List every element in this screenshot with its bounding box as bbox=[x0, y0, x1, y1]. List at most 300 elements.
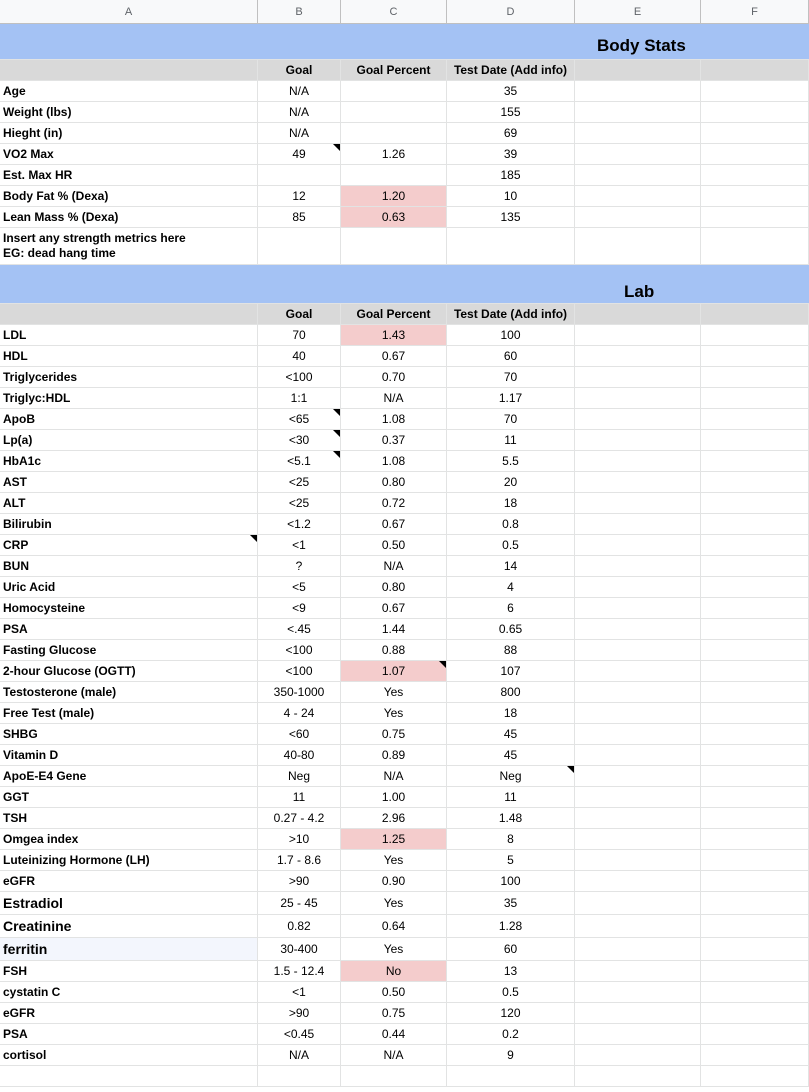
goal-cell[interactable]: 0.82 bbox=[258, 915, 341, 937]
cell[interactable] bbox=[575, 409, 701, 429]
goal-percent-cell[interactable]: 1.07 bbox=[341, 661, 447, 681]
cell[interactable] bbox=[701, 207, 809, 227]
row-label[interactable]: Weight (lbs) bbox=[0, 102, 258, 122]
goal-cell[interactable]: <5.1 bbox=[258, 451, 341, 471]
table-row bbox=[0, 367, 809, 388]
goal-cell[interactable]: 70 bbox=[258, 325, 341, 345]
goal-percent-cell[interactable]: 0.50 bbox=[341, 535, 447, 555]
cell[interactable] bbox=[575, 514, 701, 534]
test-value-cell[interactable]: 5.5 bbox=[447, 451, 575, 471]
goal-cell[interactable]: 49 bbox=[258, 144, 341, 164]
cell[interactable] bbox=[575, 745, 701, 765]
cell[interactable] bbox=[701, 556, 809, 576]
goal-percent-cell[interactable]: 0.90 bbox=[341, 871, 447, 891]
goal-cell[interactable]: <1.2 bbox=[258, 514, 341, 534]
cell[interactable] bbox=[701, 472, 809, 492]
goal-percent-cell[interactable]: 1.26 bbox=[341, 144, 447, 164]
cell[interactable] bbox=[701, 228, 809, 264]
row-label[interactable]: Hieght (in) bbox=[0, 123, 258, 143]
cell[interactable] bbox=[575, 430, 701, 450]
test-value-cell[interactable]: 185 bbox=[447, 165, 575, 185]
test-value-cell[interactable]: 45 bbox=[447, 724, 575, 744]
goal-percent-cell[interactable] bbox=[341, 165, 447, 185]
cell[interactable] bbox=[701, 60, 809, 80]
cell[interactable] bbox=[575, 325, 701, 345]
cell[interactable] bbox=[575, 102, 701, 122]
table-row bbox=[0, 892, 809, 915]
goal-percent-cell[interactable]: N/A bbox=[341, 1045, 447, 1065]
goal-cell[interactable]: Neg bbox=[258, 766, 341, 786]
cell[interactable] bbox=[701, 493, 809, 513]
goal-cell[interactable]: N/A bbox=[258, 123, 341, 143]
cell[interactable] bbox=[575, 850, 701, 870]
cell[interactable] bbox=[701, 961, 809, 981]
cell[interactable] bbox=[575, 703, 701, 723]
goal-percent-cell[interactable]: No bbox=[341, 961, 447, 981]
row-label[interactable]: HbA1c bbox=[0, 451, 258, 471]
cell[interactable] bbox=[0, 1066, 258, 1086]
goal-cell[interactable]: <1 bbox=[258, 535, 341, 555]
cell[interactable] bbox=[575, 871, 701, 891]
cell[interactable] bbox=[701, 514, 809, 534]
table-row bbox=[0, 472, 809, 493]
goal-percent-cell[interactable]: 0.67 bbox=[341, 598, 447, 618]
goal-cell[interactable]: 0.27 - 4.2 bbox=[258, 808, 341, 828]
row-label[interactable]: Lp(a) bbox=[0, 430, 258, 450]
cell[interactable] bbox=[575, 982, 701, 1002]
cell[interactable] bbox=[701, 787, 809, 807]
test-value-cell[interactable]: 39 bbox=[447, 144, 575, 164]
test-value-cell[interactable]: 60 bbox=[447, 938, 575, 960]
goal-header[interactable]: Goal bbox=[258, 304, 341, 324]
goal-cell[interactable]: <0.45 bbox=[258, 1024, 341, 1044]
cell[interactable] bbox=[575, 1024, 701, 1044]
goal-cell[interactable]: 11 bbox=[258, 787, 341, 807]
cell[interactable] bbox=[575, 144, 701, 164]
table-row bbox=[0, 144, 809, 165]
row-label[interactable]: Lean Mass % (Dexa) bbox=[0, 207, 258, 227]
cell[interactable] bbox=[701, 451, 809, 471]
goal-percent-cell[interactable]: 1.08 bbox=[341, 451, 447, 471]
row-label[interactable]: Omgea index bbox=[0, 829, 258, 849]
goal-percent-cell[interactable]: 0.72 bbox=[341, 493, 447, 513]
goal-cell[interactable]: N/A bbox=[258, 102, 341, 122]
goal-cell[interactable]: ? bbox=[258, 556, 341, 576]
row-label[interactable]: Luteinizing Hormone (LH) bbox=[0, 850, 258, 870]
row-label[interactable]: Fasting Glucose bbox=[0, 640, 258, 660]
row-label[interactable]: ApoE-E4 Gene bbox=[0, 766, 258, 786]
goal-percent-cell[interactable]: 0.80 bbox=[341, 472, 447, 492]
goal-percent-cell[interactable]: 2.96 bbox=[341, 808, 447, 828]
row-label[interactable]: FSH bbox=[0, 961, 258, 981]
test-value-cell[interactable]: 69 bbox=[447, 123, 575, 143]
test-value-cell[interactable]: 107 bbox=[447, 661, 575, 681]
cell[interactable] bbox=[701, 682, 809, 702]
goal-cell[interactable]: 350-1000 bbox=[258, 682, 341, 702]
goal-cell[interactable]: <1 bbox=[258, 982, 341, 1002]
cell[interactable] bbox=[701, 144, 809, 164]
cell[interactable] bbox=[575, 961, 701, 981]
goal-percent-cell[interactable]: 1.00 bbox=[341, 787, 447, 807]
cell[interactable] bbox=[701, 367, 809, 387]
body-stats-banner[interactable] bbox=[0, 24, 809, 60]
goal-percent-cell[interactable]: Yes bbox=[341, 703, 447, 723]
goal-percent-cell[interactable]: 1.44 bbox=[341, 619, 447, 639]
cell[interactable] bbox=[701, 850, 809, 870]
row-label[interactable]: SHBG bbox=[0, 724, 258, 744]
row-label[interactable]: Bilirubin bbox=[0, 514, 258, 534]
goal-cell[interactable]: 1.5 - 12.4 bbox=[258, 961, 341, 981]
row-label[interactable]: Est. Max HR bbox=[0, 165, 258, 185]
cell[interactable] bbox=[701, 577, 809, 597]
cell[interactable] bbox=[575, 346, 701, 366]
cell[interactable] bbox=[575, 1045, 701, 1065]
table-row bbox=[0, 850, 809, 871]
test-value-cell[interactable]: 35 bbox=[447, 81, 575, 101]
test-value-cell[interactable]: 35 bbox=[447, 892, 575, 914]
cell[interactable] bbox=[701, 640, 809, 660]
cell[interactable] bbox=[575, 81, 701, 101]
cell[interactable] bbox=[701, 123, 809, 143]
goal-percent-cell[interactable]: 0.63 bbox=[341, 207, 447, 227]
cell[interactable] bbox=[575, 661, 701, 681]
goal-percent-header[interactable]: Goal Percent bbox=[341, 304, 447, 324]
cell[interactable] bbox=[701, 1024, 809, 1044]
cell[interactable] bbox=[575, 892, 701, 914]
cell[interactable] bbox=[701, 102, 809, 122]
test-value-cell[interactable]: 88 bbox=[447, 640, 575, 660]
row-label[interactable]: LDL bbox=[0, 325, 258, 345]
cell[interactable] bbox=[701, 598, 809, 618]
goal-cell[interactable]: 1.7 - 8.6 bbox=[258, 850, 341, 870]
cell[interactable] bbox=[701, 1003, 809, 1023]
cell[interactable] bbox=[575, 556, 701, 576]
row-label[interactable]: Body Fat % (Dexa) bbox=[0, 186, 258, 206]
goal-cell[interactable]: N/A bbox=[258, 81, 341, 101]
cell[interactable] bbox=[701, 304, 809, 324]
goal-cell[interactable]: 85 bbox=[258, 207, 341, 227]
goal-percent-cell[interactable]: Yes bbox=[341, 682, 447, 702]
goal-cell[interactable]: 30-400 bbox=[258, 938, 341, 960]
cell[interactable] bbox=[701, 186, 809, 206]
test-value-cell[interactable]: 9 bbox=[447, 1045, 575, 1065]
goal-cell[interactable]: >10 bbox=[258, 829, 341, 849]
goal-cell[interactable]: >90 bbox=[258, 871, 341, 891]
cell[interactable] bbox=[701, 745, 809, 765]
goal-percent-cell[interactable] bbox=[341, 81, 447, 101]
test-value-cell[interactable]: 0.2 bbox=[447, 1024, 575, 1044]
goal-cell[interactable]: >90 bbox=[258, 1003, 341, 1023]
table-row bbox=[0, 982, 809, 1003]
cell[interactable] bbox=[575, 787, 701, 807]
test-value-cell[interactable]: 1.48 bbox=[447, 808, 575, 828]
cell[interactable] bbox=[701, 808, 809, 828]
test-value-cell[interactable]: 4 bbox=[447, 577, 575, 597]
goal-percent-cell[interactable]: Yes bbox=[341, 850, 447, 870]
row-label[interactable]: VO2 Max bbox=[0, 144, 258, 164]
test-value-cell[interactable]: 800 bbox=[447, 682, 575, 702]
row-label[interactable]: Triglyc:HDL bbox=[0, 388, 258, 408]
cell[interactable] bbox=[701, 388, 809, 408]
cell[interactable] bbox=[701, 1066, 809, 1086]
test-value-cell[interactable]: 10 bbox=[447, 186, 575, 206]
cell[interactable] bbox=[701, 619, 809, 639]
table-row bbox=[0, 493, 809, 514]
goal-percent-cell[interactable]: 1.08 bbox=[341, 409, 447, 429]
goal-percent-cell[interactable]: N/A bbox=[341, 556, 447, 576]
goal-cell[interactable]: N/A bbox=[258, 1045, 341, 1065]
row-label[interactable]: Vitamin D bbox=[0, 745, 258, 765]
row-label[interactable]: Homocysteine bbox=[0, 598, 258, 618]
goal-percent-cell[interactable]: 0.50 bbox=[341, 982, 447, 1002]
cell[interactable] bbox=[258, 228, 341, 264]
cell[interactable] bbox=[575, 60, 701, 80]
table-row bbox=[0, 556, 809, 577]
cell[interactable] bbox=[575, 451, 701, 471]
cell[interactable] bbox=[575, 493, 701, 513]
goal-percent-header[interactable]: Goal Percent bbox=[341, 60, 447, 80]
cell[interactable] bbox=[575, 915, 701, 937]
cell[interactable] bbox=[341, 1066, 447, 1086]
cell[interactable] bbox=[575, 640, 701, 660]
cell[interactable] bbox=[575, 367, 701, 387]
row-label[interactable]: GGT bbox=[0, 787, 258, 807]
test-value-cell[interactable]: 6 bbox=[447, 598, 575, 618]
lab-banner[interactable] bbox=[0, 265, 809, 304]
row-label[interactable]: Triglycerides bbox=[0, 367, 258, 387]
goal-cell[interactable] bbox=[258, 165, 341, 185]
goal-cell[interactable]: 4 - 24 bbox=[258, 703, 341, 723]
row-label[interactable]: Free Test (male) bbox=[0, 703, 258, 723]
goal-cell[interactable]: <100 bbox=[258, 367, 341, 387]
test-value-cell[interactable]: 0.8 bbox=[447, 514, 575, 534]
cell[interactable] bbox=[575, 598, 701, 618]
cell[interactable] bbox=[258, 1066, 341, 1086]
row-label[interactable]: cystatin C bbox=[0, 982, 258, 1002]
goal-cell[interactable]: 40 bbox=[258, 346, 341, 366]
cell[interactable] bbox=[575, 388, 701, 408]
cell[interactable] bbox=[701, 1045, 809, 1065]
row-label[interactable]: HDL bbox=[0, 346, 258, 366]
test-value-cell[interactable]: 11 bbox=[447, 787, 575, 807]
test-value-cell[interactable]: 20 bbox=[447, 472, 575, 492]
cell[interactable] bbox=[701, 829, 809, 849]
test-value-cell[interactable]: 11 bbox=[447, 430, 575, 450]
cell[interactable] bbox=[575, 619, 701, 639]
row-label[interactable]: Age bbox=[0, 81, 258, 101]
goal-cell[interactable]: <.45 bbox=[258, 619, 341, 639]
goal-percent-cell[interactable]: 0.80 bbox=[341, 577, 447, 597]
column-header-a[interactable]: A bbox=[0, 0, 258, 23]
row-label[interactable]: eGFR bbox=[0, 1003, 258, 1023]
cell[interactable] bbox=[575, 1003, 701, 1023]
goal-percent-cell[interactable]: 1.25 bbox=[341, 829, 447, 849]
test-value-cell[interactable]: 70 bbox=[447, 367, 575, 387]
row-label[interactable]: CRP bbox=[0, 535, 258, 555]
cell[interactable] bbox=[701, 982, 809, 1002]
table-row bbox=[0, 207, 809, 228]
goal-percent-cell[interactable] bbox=[341, 102, 447, 122]
cell[interactable] bbox=[575, 304, 701, 324]
goal-cell[interactable]: <65 bbox=[258, 409, 341, 429]
goal-cell[interactable]: <30 bbox=[258, 430, 341, 450]
test-value-cell[interactable]: 155 bbox=[447, 102, 575, 122]
goal-percent-cell[interactable]: N/A bbox=[341, 766, 447, 786]
cell[interactable] bbox=[701, 915, 809, 937]
goal-cell[interactable]: <100 bbox=[258, 640, 341, 660]
cell[interactable] bbox=[701, 346, 809, 366]
goal-cell[interactable]: <60 bbox=[258, 724, 341, 744]
table-row bbox=[0, 325, 809, 346]
row-label[interactable]: ApoB bbox=[0, 409, 258, 429]
goal-percent-cell[interactable]: 0.75 bbox=[341, 1003, 447, 1023]
row-label[interactable]: Testosterone (male) bbox=[0, 682, 258, 702]
goal-percent-cell[interactable]: 0.64 bbox=[341, 915, 447, 937]
cell[interactable] bbox=[575, 938, 701, 960]
table-row bbox=[0, 703, 809, 724]
goal-cell[interactable]: <25 bbox=[258, 472, 341, 492]
goal-percent-cell[interactable]: 1.43 bbox=[341, 325, 447, 345]
row-label[interactable]: 2-hour Glucose (OGTT) bbox=[0, 661, 258, 681]
goal-cell[interactable]: <25 bbox=[258, 493, 341, 513]
goal-percent-cell[interactable]: 1.20 bbox=[341, 186, 447, 206]
cell[interactable] bbox=[701, 892, 809, 914]
goal-percent-cell[interactable]: 0.70 bbox=[341, 367, 447, 387]
test-value-cell[interactable]: 135 bbox=[447, 207, 575, 227]
row-label[interactable]: Estradiol bbox=[0, 892, 258, 914]
cell[interactable] bbox=[575, 535, 701, 555]
test-value-cell[interactable]: 100 bbox=[447, 871, 575, 891]
cell[interactable] bbox=[701, 871, 809, 891]
cell[interactable] bbox=[575, 165, 701, 185]
body-stats-title: Body Stats bbox=[597, 36, 686, 55]
test-value-cell[interactable]: 18 bbox=[447, 493, 575, 513]
row-label[interactable]: cortisol bbox=[0, 1045, 258, 1065]
test-value-cell[interactable]: 45 bbox=[447, 745, 575, 765]
goal-cell[interactable]: 40-80 bbox=[258, 745, 341, 765]
test-value-cell[interactable]: 1.17 bbox=[447, 388, 575, 408]
cell[interactable] bbox=[575, 808, 701, 828]
test-value-cell[interactable]: 1.28 bbox=[447, 915, 575, 937]
test-date-header[interactable]: Test Date (Add info) bbox=[447, 60, 575, 80]
column-header-c[interactable]: C bbox=[341, 0, 447, 23]
row-label[interactable]: PSA bbox=[0, 1024, 258, 1044]
goal-percent-cell[interactable]: 0.37 bbox=[341, 430, 447, 450]
row-label[interactable]: eGFR bbox=[0, 871, 258, 891]
cell[interactable] bbox=[701, 938, 809, 960]
column-header-e[interactable]: E bbox=[575, 0, 701, 23]
cell[interactable] bbox=[701, 724, 809, 744]
cell[interactable] bbox=[575, 186, 701, 206]
cell[interactable] bbox=[701, 81, 809, 101]
cell[interactable] bbox=[575, 207, 701, 227]
cell[interactable] bbox=[575, 228, 701, 264]
test-value-cell[interactable]: 0.65 bbox=[447, 619, 575, 639]
row-label[interactable]: ferritin bbox=[0, 938, 258, 960]
cell[interactable] bbox=[575, 472, 701, 492]
goal-percent-cell[interactable]: 0.75 bbox=[341, 724, 447, 744]
goal-percent-cell[interactable]: 0.88 bbox=[341, 640, 447, 660]
test-value-cell[interactable]: 5 bbox=[447, 850, 575, 870]
cell[interactable] bbox=[701, 535, 809, 555]
test-value-cell[interactable]: 14 bbox=[447, 556, 575, 576]
cell[interactable] bbox=[0, 60, 258, 80]
cell[interactable] bbox=[701, 661, 809, 681]
cell[interactable] bbox=[447, 228, 575, 264]
column-header-f[interactable]: F bbox=[701, 0, 809, 23]
test-value-cell[interactable]: 120 bbox=[447, 1003, 575, 1023]
cell[interactable] bbox=[575, 724, 701, 744]
cell[interactable] bbox=[575, 682, 701, 702]
cell[interactable] bbox=[701, 766, 809, 786]
test-value-cell[interactable]: 0.5 bbox=[447, 535, 575, 555]
column-header-b[interactable]: B bbox=[258, 0, 341, 23]
cell[interactable] bbox=[447, 1066, 575, 1086]
test-value-cell[interactable]: 70 bbox=[447, 409, 575, 429]
row-label[interactable]: TSH bbox=[0, 808, 258, 828]
table-row bbox=[0, 661, 809, 682]
column-header-d[interactable]: D bbox=[447, 0, 575, 23]
cell[interactable] bbox=[0, 304, 258, 324]
strength-note-cell[interactable] bbox=[0, 228, 258, 264]
row-label[interactable]: Uric Acid bbox=[0, 577, 258, 597]
cell[interactable] bbox=[701, 703, 809, 723]
cell[interactable] bbox=[701, 165, 809, 185]
goal-percent-cell[interactable]: 0.67 bbox=[341, 346, 447, 366]
goal-cell[interactable]: <5 bbox=[258, 577, 341, 597]
test-value-cell[interactable]: 18 bbox=[447, 703, 575, 723]
test-value-cell[interactable]: Neg bbox=[447, 766, 575, 786]
table-row bbox=[0, 102, 809, 123]
goal-percent-cell[interactable]: 0.67 bbox=[341, 514, 447, 534]
cell[interactable] bbox=[575, 1066, 701, 1086]
goal-percent-cell[interactable]: N/A bbox=[341, 388, 447, 408]
test-value-cell[interactable]: 13 bbox=[447, 961, 575, 981]
row-label[interactable]: Creatinine bbox=[0, 915, 258, 937]
row-label[interactable]: AST bbox=[0, 472, 258, 492]
test-value-cell[interactable]: 8 bbox=[447, 829, 575, 849]
cell[interactable] bbox=[575, 123, 701, 143]
row-label[interactable]: ALT bbox=[0, 493, 258, 513]
goal-cell[interactable]: <9 bbox=[258, 598, 341, 618]
row-label[interactable]: BUN bbox=[0, 556, 258, 576]
goal-percent-cell[interactable]: 0.44 bbox=[341, 1024, 447, 1044]
cell[interactable] bbox=[701, 325, 809, 345]
cell[interactable] bbox=[575, 766, 701, 786]
test-value-cell[interactable]: 0.5 bbox=[447, 982, 575, 1002]
empty-row bbox=[0, 1066, 809, 1087]
goal-cell[interactable]: 1:1 bbox=[258, 388, 341, 408]
row-label[interactable]: PSA bbox=[0, 619, 258, 639]
cell[interactable] bbox=[575, 829, 701, 849]
cell[interactable] bbox=[701, 430, 809, 450]
test-value-cell[interactable]: 60 bbox=[447, 346, 575, 366]
test-date-header[interactable]: Test Date (Add info) bbox=[447, 304, 575, 324]
goal-cell[interactable]: 12 bbox=[258, 186, 341, 206]
goal-percent-cell[interactable]: Yes bbox=[341, 938, 447, 960]
goal-cell[interactable]: <100 bbox=[258, 661, 341, 681]
body-stats-rows bbox=[0, 81, 809, 228]
goal-header[interactable]: Goal bbox=[258, 60, 341, 80]
test-value-cell[interactable]: 100 bbox=[447, 325, 575, 345]
cell[interactable] bbox=[575, 577, 701, 597]
goal-percent-cell[interactable]: 0.89 bbox=[341, 745, 447, 765]
goal-cell[interactable]: 25 - 45 bbox=[258, 892, 341, 914]
cell[interactable] bbox=[701, 409, 809, 429]
goal-percent-cell[interactable]: Yes bbox=[341, 892, 447, 914]
goal-percent-cell[interactable] bbox=[341, 123, 447, 143]
cell[interactable] bbox=[341, 228, 447, 264]
